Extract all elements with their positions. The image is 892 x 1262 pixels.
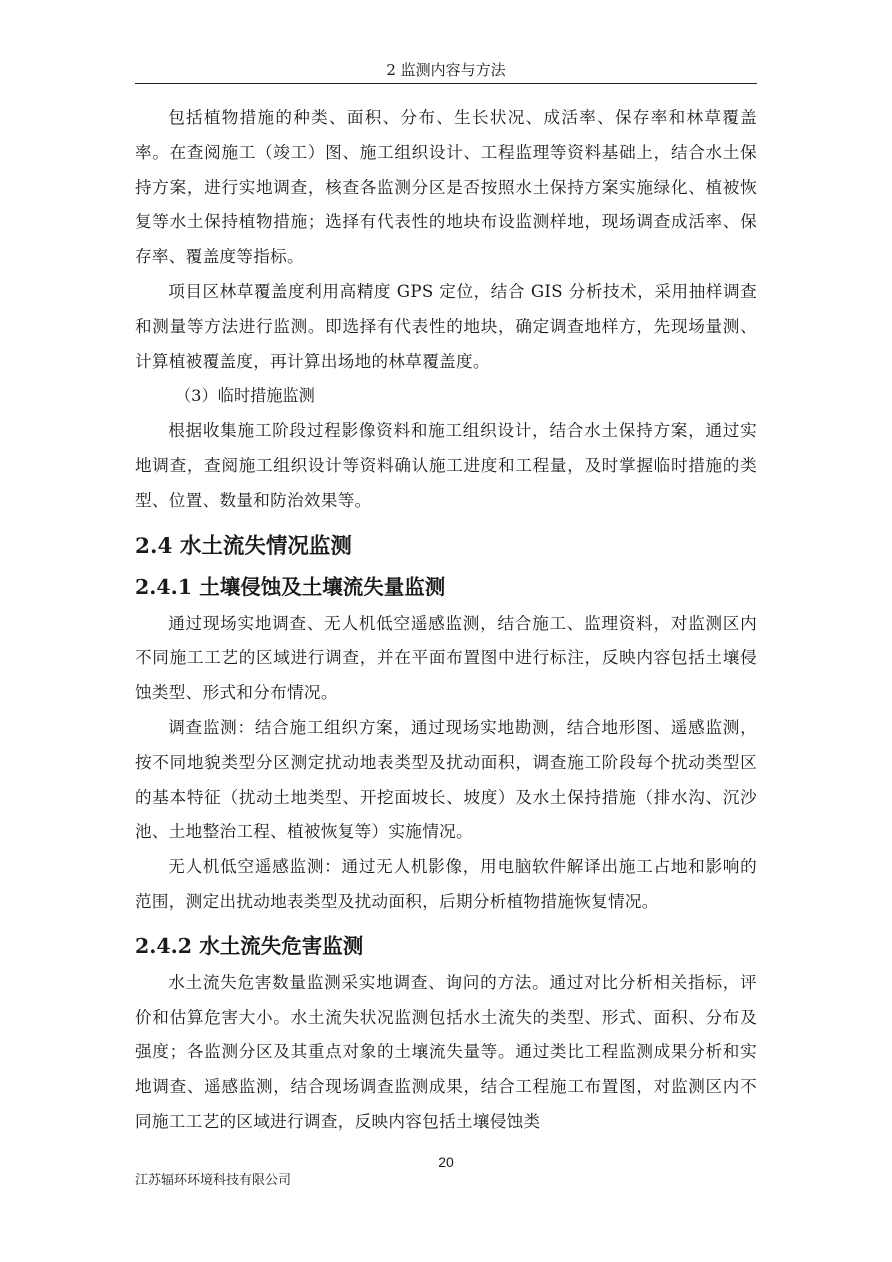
section-heading-2-4: 2.4 水土流失情况监测 <box>135 533 352 559</box>
paragraph-investigation-monitoring: 调查监测：结合施工组织方案，通过现场实地勘测，结合地形图、遥感监测，按不同地貌类型分区测定扰动地表类型及扰动面积，调查施工阶段每个扰动类型区的基本特征（扰动土地类型、开挖面坡长、坡度）及水土保持措施（排水沟、沉沙池、土地整治工程、植被恢复等）实施情况。 <box>135 717 757 842</box>
header-divider <box>135 83 757 84</box>
document-body <box>135 101 757 1140</box>
paragraph-hazard-monitoring: 水土流失危害数量监测采实地调查、询问的方法。通过对比分析相关指标，评价和估算危害大小。水土流失状况监测包括水土流失的类型、形式、面积、分布及强度；各监测分区及其重点对象的土壤流失量等。通过类比工程监测成果分析和实地调查、遥感监测，结合现场调查监测成果，结合工程施工布置图，对监测区内不同施工工艺的区域进行调查，反映内容包括土壤侵蚀类 <box>135 972 757 1131</box>
paragraph-field-survey: 通过现场实地调查、无人机低空遥感监测，结合施工、监理资料，对监测区内不同施工工艺的区域进行调查，并在平面布置图中进行标注，反映内容包括土壤侵蚀类型、形式和分布情况。 <box>135 613 757 703</box>
footer-company-name: 江苏辐环环境科技有限公司 <box>135 1173 292 1188</box>
paragraph-vegetation-coverage: 项目区林草覆盖度利用高精度 GPS 定位，结合 GIS 分析技术，采用抽样调查和测量等方法进行监测。即选择有代表性的地块，确定调查地样方，先现场量测、计算植被覆盖度，再计算出场地的林草覆盖度。 <box>135 281 757 371</box>
page-number: 20 <box>438 1154 454 1170</box>
subitem-temporary-measures: （3）临时措施监测 <box>175 386 315 406</box>
paragraph-uav-monitoring: 无人机低空遥感监测：通过无人机影像，用电脑软件解译出施工占地和影响的范围，测定出扰动地表类型及扰动面积，后期分析植物措施恢复情况。 <box>135 857 757 911</box>
paragraph-plant-measures: 包括植物措施的种类、面积、分布、生长状况、成活率、保存率和林草覆盖率。在查阅施工（竣工）图、施工组织设计、工程监理等资料基础上，结合水土保持方案，进行实地调查，核查各监测分区是否按照水土保持方案实施绿化、植被恢复等水土保持植物措施；选择有代表性的地块布设监测样地，现场调查成活率、保存率、覆盖度等指标。 <box>135 108 757 267</box>
paragraph-temporary-measures: 根据收集施工阶段过程影像资料和施工组织设计，结合水土保持方案，通过实地调查，查阅施工组织设计等资料确认施工进度和工程量，及时掌握临时措施的类型、位置、数量和防治效果等。 <box>135 421 757 510</box>
page-header-title: 2 监测内容与方法 <box>386 61 506 79</box>
section-heading-2-4-2: 2.4.2 水土流失危害监测 <box>135 933 364 958</box>
section-heading-2-4-1: 2.4.1 土壤侵蚀及土壤流失量监测 <box>135 574 446 599</box>
